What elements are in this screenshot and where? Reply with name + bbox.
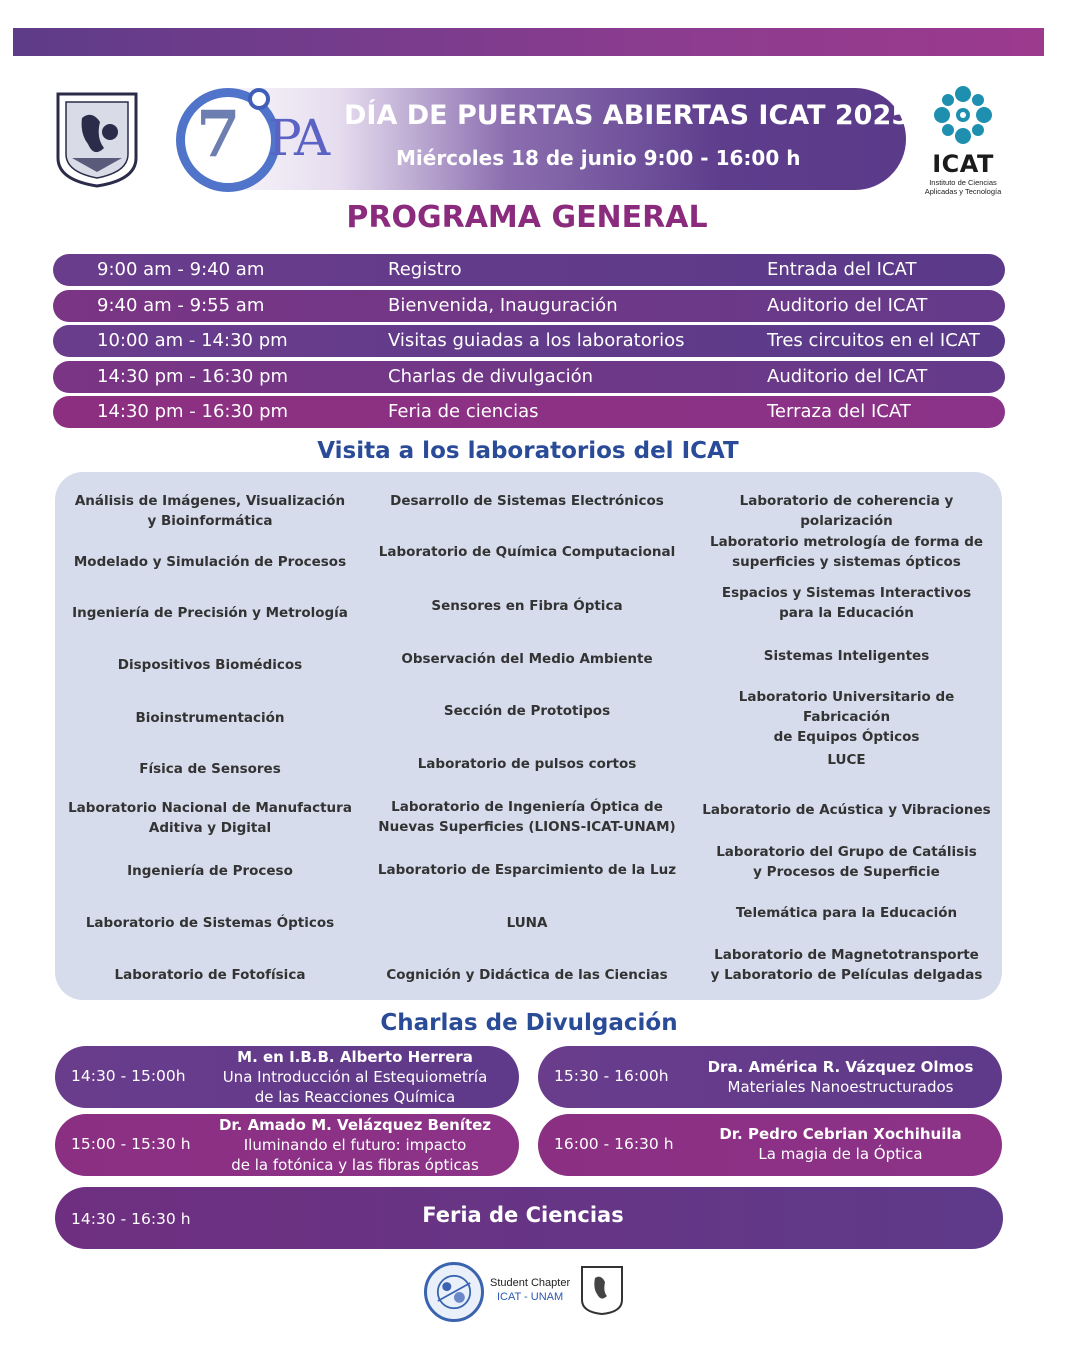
talk-card — [55, 1046, 519, 1108]
lab-item: Laboratorio de Fotofísica — [114, 967, 306, 983]
schedule-time: 9:00 am - 9:40 am — [97, 259, 265, 280]
schedule-row — [53, 325, 1005, 357]
lab-item: Análisis de Imágenes, Visualización y Bioinformática — [74, 493, 346, 529]
charlas-section-title: Charlas de Divulgación — [380, 1010, 678, 1036]
talk-text — [688, 1057, 993, 1097]
lab-item: Laboratorio de coherencia y polarización — [739, 493, 954, 529]
talk-time: 14:30 - 15:00h — [71, 1067, 186, 1085]
student-chapter-logo — [424, 1262, 484, 1322]
lab-item: LUNA — [506, 915, 548, 931]
schedule-activity: Bienvenida, Inauguración — [388, 294, 618, 316]
talk-text — [205, 1047, 505, 1107]
lab-item: Laboratorio de Magnetotransporte y Laboratorio de Películas delgadas — [710, 947, 983, 983]
schedule-time: 10:00 am - 14:30 pm — [97, 330, 288, 351]
lab-item: Observación del Medio Ambiente — [401, 651, 653, 667]
talk-time: 15:00 - 15:30 h — [71, 1135, 191, 1153]
talk-speaker: M. en I.B.B. Alberto Herrera — [237, 1048, 473, 1066]
lab-item: Laboratorio Universitario de Fabricación de Equipos Ópticos — [738, 689, 955, 745]
student-chapter-label — [490, 1276, 570, 1304]
feria-title: Feria de Ciencias — [422, 1203, 624, 1227]
lab-item: Dispositivos Biomédicos — [117, 657, 303, 673]
talk-topic: de la fotónica y las fibras ópticas — [231, 1156, 479, 1174]
lab-item: Laboratorio del Grupo de Catálisis y Procesos de Superficie — [716, 844, 977, 880]
talk-card — [538, 1046, 1002, 1108]
schedule-activity: Charlas de divulgación — [388, 365, 594, 387]
talk-topic: Iluminando el futuro: impacto — [243, 1136, 467, 1154]
lab-item: Sistemas Inteligentes — [763, 648, 930, 664]
lab-item: Telemática para la Educación — [735, 905, 958, 921]
schedule-row — [53, 254, 1005, 286]
talk-speaker: Dra. América R. Vázquez Olmos — [707, 1058, 974, 1076]
schedule-time: 14:30 pm - 16:30 pm — [97, 401, 289, 422]
schedule-location: Entrada del ICAT — [767, 259, 917, 280]
feria-time: 14:30 - 16:30 h — [71, 1210, 191, 1228]
feria-banner — [55, 1187, 1003, 1249]
talk-text — [205, 1115, 505, 1175]
talk-topic: Una Introducción al Estequiometría — [222, 1068, 488, 1086]
top-decorative-bar — [13, 28, 1044, 56]
icat-subtitle-2: Aplicadas y Tecnología — [924, 187, 1002, 196]
lab-item: Laboratorio de Ingeniería Óptica de Nuevas Superficies (LIONS-ICAT-UNAM) — [378, 799, 676, 835]
unam-logo — [52, 88, 142, 188]
talk-speaker: Dr. Pedro Cebrian Xochihuila — [719, 1125, 962, 1143]
talk-speaker: Dr. Amado M. Velázquez Benítez — [218, 1116, 492, 1134]
lab-item: Bioinstrumentación — [135, 710, 285, 726]
schedule-location: Auditorio del ICAT — [767, 294, 928, 316]
lab-item: Laboratorio de Esparcimiento de la Luz — [377, 862, 677, 878]
schedule-row — [53, 290, 1005, 322]
chapter-line-1: Student Chapter — [490, 1277, 571, 1289]
edition-letters: PA — [268, 109, 328, 167]
schedule-time: 14:30 pm - 16:30 pm — [97, 365, 289, 387]
schedule-location: Tres circuitos en el ICAT — [767, 330, 980, 351]
lab-item: Sensores en Fibra Óptica — [431, 598, 623, 614]
edition-degree-mark — [248, 88, 270, 110]
lab-item: Desarrollo de Sistemas Electrónicos — [390, 493, 664, 509]
lab-item: Física de Sensores — [139, 761, 281, 777]
programa-title: PROGRAMA GENERAL — [346, 200, 708, 235]
schedule-table — [53, 254, 1005, 432]
lab-item: Laboratorio metrología de forma de superficies y sistemas ópticos — [709, 534, 984, 570]
lab-item: Cognición y Didáctica de las Ciencias — [386, 967, 668, 983]
lab-item: Modelado y Simulación de Procesos — [73, 554, 347, 570]
lab-item: LUCE — [827, 752, 866, 768]
talk-topic: Materiales Nanoestructurados — [727, 1078, 954, 1096]
schedule-time: 9:40 am - 9:55 am — [97, 294, 265, 316]
lab-item: Laboratorio de pulsos cortos — [417, 756, 637, 772]
talk-time: 16:00 - 16:30 h — [554, 1135, 674, 1153]
schedule-location: Auditorio del ICAT — [767, 365, 928, 387]
edition-number: 7 — [196, 97, 241, 172]
talk-topic: de las Reacciones Química — [254, 1088, 456, 1106]
icat-subtitle-1: Instituto de Ciencias — [929, 178, 997, 187]
schedule-row — [53, 396, 1005, 428]
talk-text — [688, 1124, 993, 1164]
schedule-activity: Visitas guiadas a los laboratorios — [388, 330, 685, 351]
lab-item: Laboratorio Nacional de Manufactura Aditiva y Digital — [68, 800, 352, 836]
lab-item: Laboratorio de Química Computacional — [378, 544, 676, 560]
icat-name: ICAT — [932, 150, 994, 178]
schedule-row — [53, 361, 1005, 393]
talk-card — [55, 1114, 519, 1176]
talk-card — [538, 1114, 1002, 1176]
chapter-line-2: ICAT - UNAM — [496, 1291, 564, 1303]
icat-emblem-icon — [931, 84, 995, 146]
unam-small-logo — [579, 1264, 625, 1316]
icat-logo — [918, 84, 1008, 199]
labs-section-title: Visita a los laboratorios del ICAT — [317, 438, 739, 464]
schedule-activity: Feria de ciencias — [388, 401, 539, 422]
schedule-location: Terraza del ICAT — [767, 401, 911, 422]
lab-item: Ingeniería de Proceso — [127, 863, 293, 879]
schedule-activity: Registro — [388, 259, 462, 280]
lab-item: Espacios y Sistemas Interactivos para la Educación — [721, 585, 972, 621]
lab-item: Ingeniería de Precisión y Metrología — [72, 605, 348, 621]
talk-topic: La magia de la Óptica — [758, 1145, 923, 1163]
talk-time: 15:30 - 16:00h — [554, 1067, 669, 1085]
lab-item: Laboratorio de Acústica y Vibraciones — [702, 802, 991, 818]
event-title: DÍA DE PUERTAS ABIERTAS ICAT 2025 — [344, 100, 911, 131]
lab-item: Laboratorio de Sistemas Ópticos — [85, 915, 335, 931]
lab-item: Sección de Prototipos — [443, 703, 611, 719]
event-date: Miércoles 18 de junio 9:00 - 16:00 h — [396, 146, 801, 170]
